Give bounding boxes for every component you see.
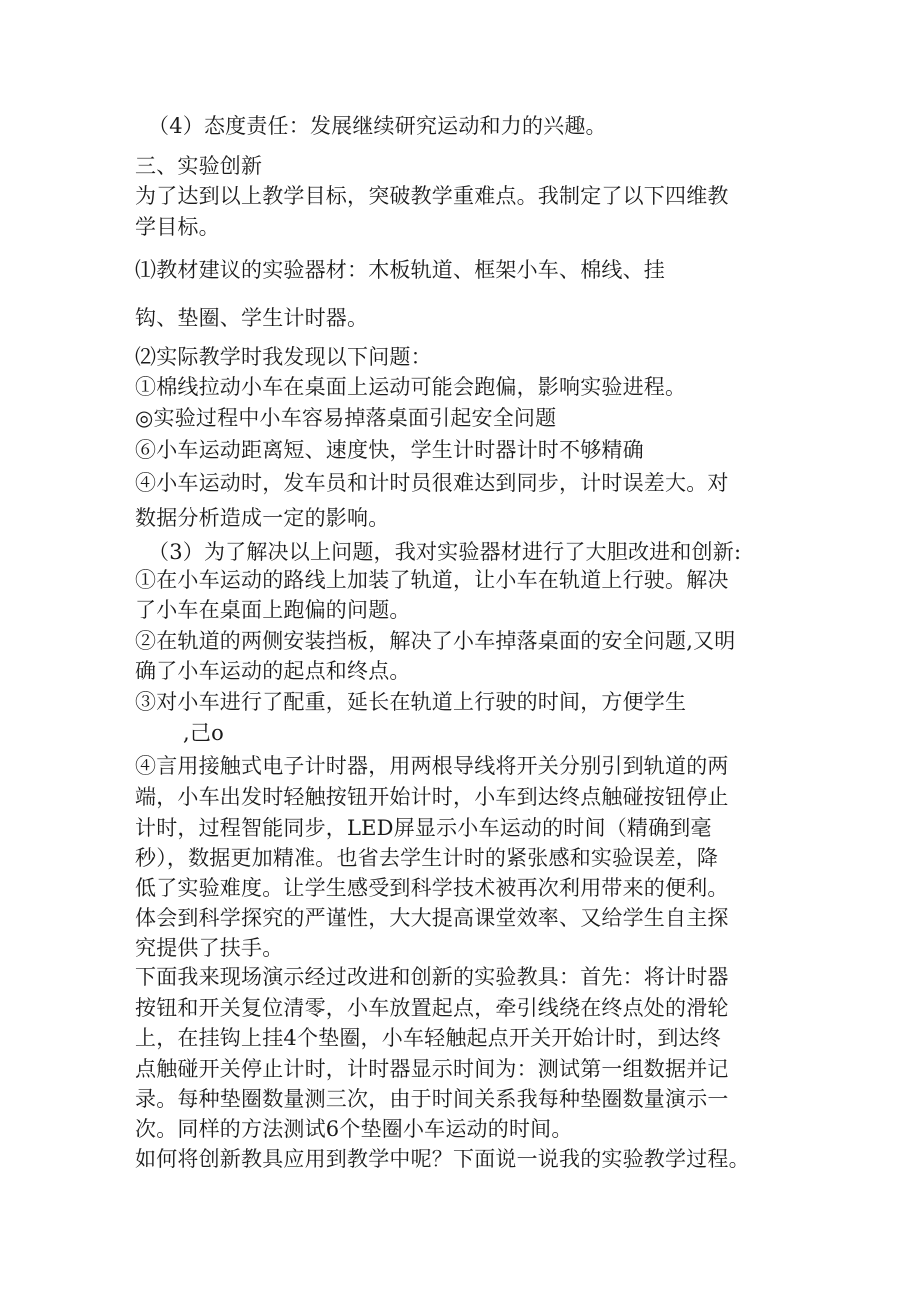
text-line: 次。同样的方法测试6个垫圈小车运动的时间。 <box>135 1117 573 1141</box>
text-line: ⑴教材建议的实验器材：木板轨道、框架小车、棉线、挂 <box>135 258 665 282</box>
text-line: 下面我来现场演示经过改进和创新的实验教具：首先：将计时器 <box>135 965 729 989</box>
text-line: ④言用接触式电子计时器，用两根导线将开关分别引到轨道的两 <box>135 754 729 778</box>
text-line: 端，小车出发时轻触按钮开始计时，小车到达终点触碰按钮停止 <box>135 785 729 809</box>
text-line: 钩、垫圈、学生计时器。 <box>135 306 369 330</box>
text-line: ①棉线拉动小车在桌面上运动可能会跑偏，影响实验进程。 <box>135 375 687 399</box>
text-line: ③对小车进行了配重，延长在轨道上行驶的时间，方便学生 <box>135 690 687 714</box>
text-line: 学目标。 <box>135 215 220 239</box>
text-line: 数据分析造成一定的影响。 <box>135 506 390 530</box>
text-line: 低了实验难度。让学生感受到科学技术被再次利用带来的便利。 <box>135 876 729 900</box>
text-line: ①在小车运动的路线上加装了轨道，让小车在轨道上行驶。解决 <box>135 568 729 592</box>
section-heading: 三、实验创新 <box>135 154 263 178</box>
text-line: ④小车运动时，发车员和计时员很难达到同步，计时误差大。对 <box>135 471 729 495</box>
text-line: ⑥小车运动距离短、速度快，学生计时器计时不够精确 <box>135 438 644 462</box>
text-line: 点触碰开关停止计时，计时器显示时间为：测试第一组数据并记 <box>135 1057 729 1081</box>
text-line: 了小车在桌面上跑偏的问题。 <box>135 598 411 622</box>
text-line: ,己o <box>183 721 224 745</box>
text-line: 计时，过程智能同步，LED屏显示小车运动的时间（精确到毫 <box>135 816 712 840</box>
text-line: 确了小车运动的起点和终点。 <box>135 659 411 683</box>
text-line: ⑵实际教学时我发现以下问题： <box>135 345 432 369</box>
text-line: 究提供了扶手。 <box>135 936 284 960</box>
text-line: ②在轨道的两侧安装挡板，解决了小车掉落桌面的安全问题,又明 <box>135 629 736 653</box>
text-line: ◎实验过程中小车容易掉落桌面引起安全问题 <box>135 406 557 430</box>
text-line: 秒），数据更加精准。也省去学生计时的紧张感和实验误差，降 <box>135 846 719 870</box>
text-line: 按钮和开关复位清零，小车放置起点，牵引线绕在终点处的滑轮 <box>135 996 729 1020</box>
text-line: （4）态度责任：发展继续研究运动和力的兴趣。 <box>148 114 607 138</box>
text-line: 上，在挂钩上挂4个垫圈，小车轻触起点开关开始计时，到达终 <box>135 1026 721 1050</box>
text-line: 为了达到以上教学目标，突破教学重难点。我制定了以下四维教 <box>135 184 729 208</box>
text-line: 体会到科学探究的严谨性，大大提高课堂效率、又给学生自主探 <box>135 906 729 930</box>
text-line: 如何将创新教具应用到教学中呢？下面说一说我的实验教学过程。 <box>135 1147 750 1171</box>
text-line: （3）为了解决以上问题，我对实验器材进行了大胆改进和创新: <box>148 540 742 564</box>
text-line: 录。每种垫圈数量测三次，由于时间关系我每种垫圈数量演示一 <box>135 1087 729 1111</box>
